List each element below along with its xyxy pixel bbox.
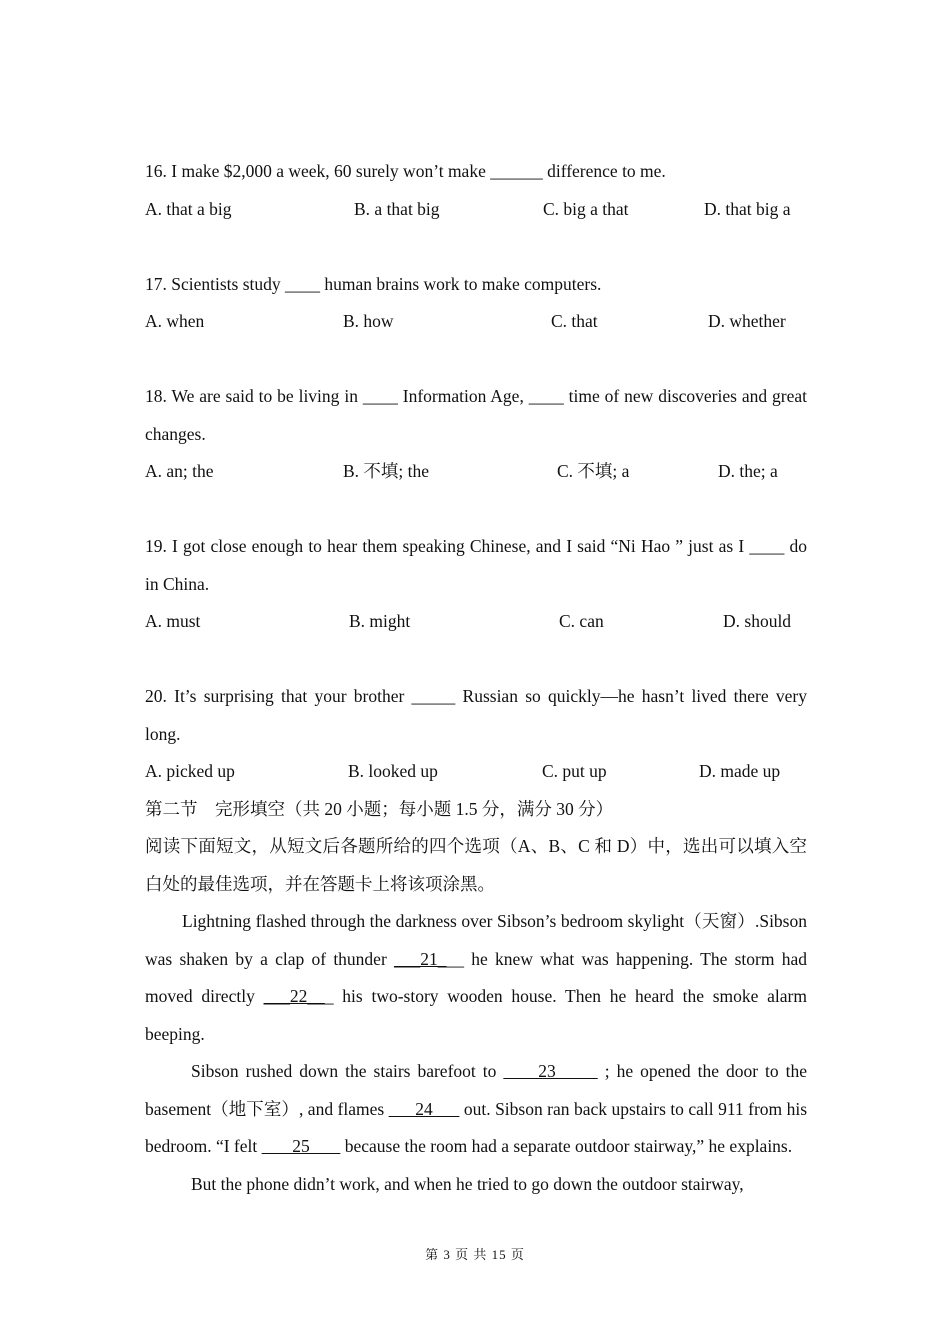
- question-16-stem: 16. I make $2,000 a week, 60 surely won’t make ______ difference to me.: [145, 161, 666, 181]
- passage-text: out. Sibson ran back upstairs to call 911 from his bedroom. “I felt: [145, 1098, 808, 1156]
- passage-text: ; he opened the door to the basement（地下室）, and flames: [145, 1061, 808, 1119]
- passage-text: Sibson rushed down the stairs barefoot to: [191, 1061, 504, 1081]
- section-heading: 第二节 完形填空（共 20 小题；每小题 1.5 分，满分 30 分）: [145, 798, 614, 819]
- blank-23: 23: [503, 1061, 598, 1081]
- passage-text: __ he knew what was happening. The storm had moved directly: [145, 948, 807, 1006]
- option-c: C. put up: [542, 761, 607, 781]
- question-19-stem: 19. I got close enough to hear them speaking Chinese, and I said “Ni Hao ” just as I ____ do in China.: [145, 536, 807, 594]
- option-d: D. that big a: [704, 198, 791, 219]
- passage-paragraph-2: [145, 1053, 807, 1166]
- option-c: C. 不填; a: [557, 461, 630, 481]
- option-c: C. can: [559, 611, 604, 631]
- section-instruction: 阅读下面短文，从短文后各题所给的四个选项（A、B、C 和 D）中，选出可以填入空白处的最佳选项，并在答题卡上将该项涂黑。: [145, 836, 807, 894]
- option-d: D. the; a: [718, 461, 778, 481]
- option-a: A. that a big: [145, 198, 232, 219]
- passage-text: Lightning flashed through the darkness over Sibson’s bedroom skylight（天窗）.Sibson was shaken by a clap of thunder: [145, 911, 807, 969]
- option-b: B. a that big: [354, 198, 440, 219]
- option-b: B. 不填; the: [343, 461, 430, 481]
- question-17-options: [145, 303, 807, 341]
- option-a: A. when: [145, 311, 205, 331]
- document-page: [145, 153, 807, 1203]
- option-b: B. looked up: [348, 761, 438, 781]
- passage-paragraph-1: [145, 903, 807, 1053]
- question-19-options: [145, 603, 807, 641]
- passage-text: because the room had a separate outdoor stairway,” he explains.: [340, 1136, 793, 1156]
- option-a: A. picked up: [145, 761, 235, 781]
- option-b: B. might: [349, 611, 411, 631]
- option-a: A. an; the: [145, 461, 214, 481]
- passage-paragraph-3: But the phone didn’t work, and when he tried to go down the outdoor stairway,: [191, 1173, 744, 1194]
- question-16-options: [145, 191, 807, 229]
- option-c: C. big a that: [543, 198, 629, 219]
- question-17-stem: 17. Scientists study ____ human brains work to make computers.: [145, 273, 602, 294]
- blank-21: ___21_: [394, 948, 447, 969]
- question-18-stem: 18. We are said to be living in ____ Information Age, ____ time of new discoveries and great changes.: [145, 386, 807, 444]
- option-d: D. made up: [699, 761, 781, 781]
- option-d: D. should: [723, 611, 792, 631]
- passage-text: _ his two-story wooden house. Then he heard the smoke alarm beeping.: [145, 986, 807, 1044]
- blank-24: 24: [388, 1098, 460, 1119]
- page-footer: 第 3 页 共 15 页: [425, 1247, 525, 1262]
- blank-22: ___22__: [263, 986, 325, 1006]
- option-c: C. that: [551, 311, 598, 331]
- blank-25: 25: [261, 1136, 341, 1156]
- question-20-options: [145, 753, 807, 791]
- question-18-options: [145, 453, 807, 491]
- option-a: A. must: [145, 611, 201, 631]
- question-20-stem: 20. It’s surprising that your brother _____ Russian so quickly—he hasn’t lived there very long.: [145, 686, 807, 744]
- option-b: B. how: [343, 311, 394, 331]
- option-d: D. whether: [708, 311, 786, 331]
